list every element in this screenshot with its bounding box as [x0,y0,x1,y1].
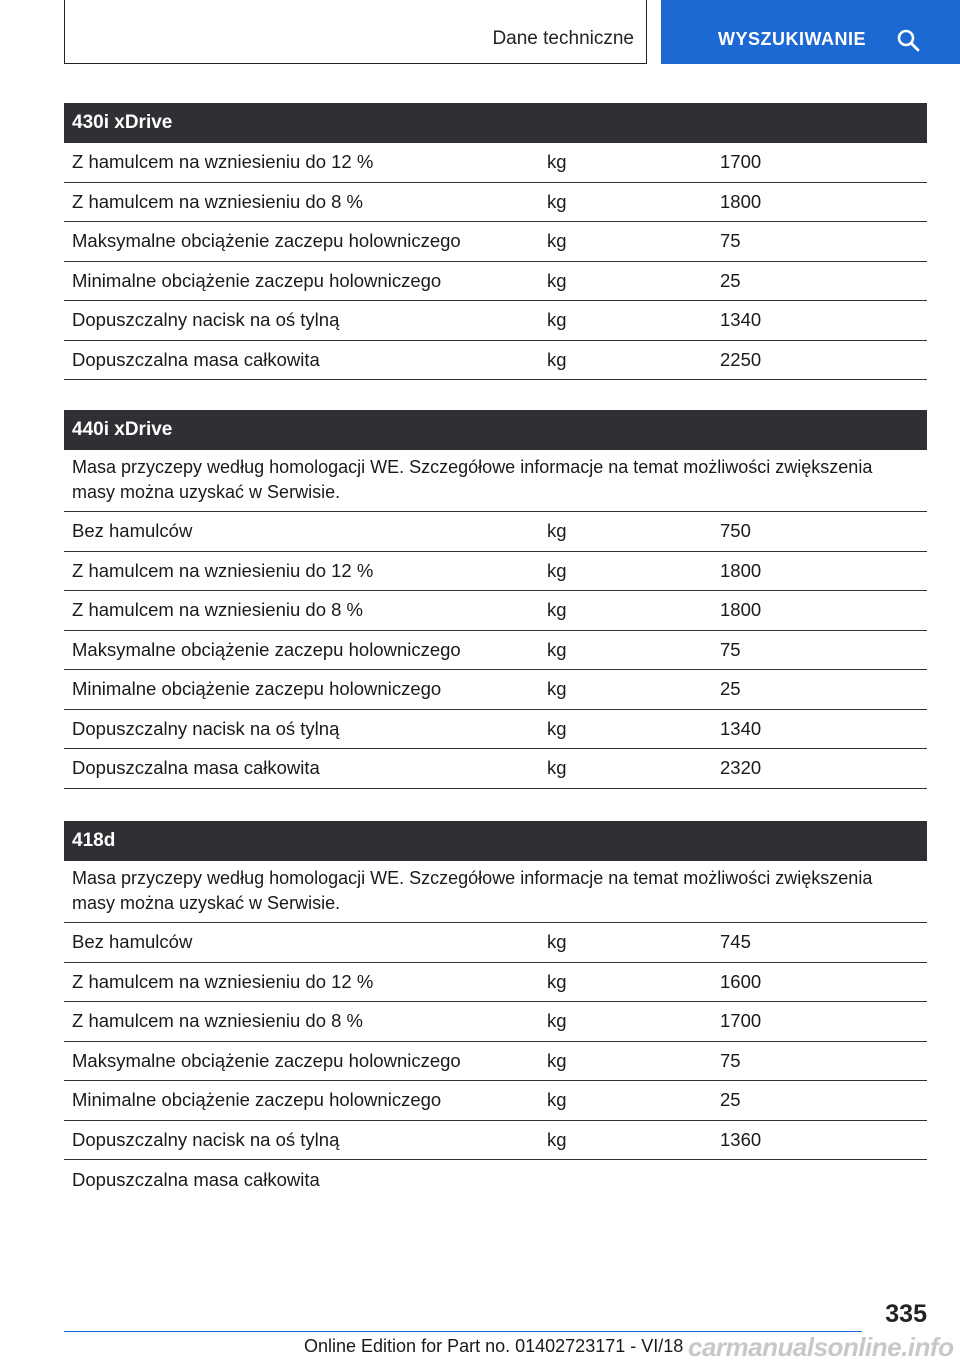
table-row [64,1121,927,1161]
row-label: Minimalne obciążenie zaczepu holowniczego [72,1089,442,1111]
row-value: 1340 [720,717,762,739]
row-value: 1340 [720,309,762,331]
row-value: 750 [720,520,751,542]
table-row [64,749,927,789]
row-value: 1700 [720,151,762,173]
row-value: 1600 [720,970,762,992]
row-value: 75 [720,1049,741,1071]
table-title: 430i xDrive [64,103,927,143]
section-title: Dane techniczne [492,28,634,49]
table-row [64,591,927,631]
row-value: 1360 [720,1128,762,1150]
watermark: carmanualsonline.info [688,1332,954,1362]
row-value: 1700 [720,1010,762,1032]
row-label: Z hamulcem na wzniesieniu do 12 % [72,559,374,581]
table-row [64,670,927,710]
row-value: 25 [720,1089,741,1111]
row-label: Maksymalne obciążenie zaczepu holowniczego [72,638,461,660]
search-button-label: WYSZUKIWANIE [718,29,866,49]
row-label: Bez hamulców [72,931,193,953]
row-unit: kg [547,1128,567,1150]
row-unit: kg [547,559,567,581]
table-row [64,143,927,183]
row-label: Minimalne obciążenie zaczepu holowniczego [72,269,442,291]
row-value: 25 [720,269,741,291]
table-row [64,552,927,592]
table-row [64,963,927,1003]
table-title: 418d [64,821,927,861]
row-unit: kg [547,1010,567,1032]
row-label: Z hamulcem na wzniesieniu do 8 % [72,190,364,212]
row-unit: kg [547,599,567,621]
row-unit: kg [547,520,567,542]
table-note: Masa przyczepy według homologacji WE. Szczegółowe informacje na temat możliwości zwiększenia masy można uzyskać w Serwisie. [64,450,927,512]
row-label: Dopuszczalna masa całkowita [72,348,320,370]
header-title-box [64,0,647,64]
row-label: Dopuszczalna masa całkowita [72,1168,320,1190]
row-unit: kg [547,757,567,779]
table-row [64,1042,927,1082]
table-row [64,710,927,750]
table-row [64,183,927,223]
row-value: 75 [720,230,741,252]
row-value: 745 [720,931,751,953]
table-row [64,923,927,963]
row-unit: kg [547,269,567,291]
row-unit: kg [547,1049,567,1071]
row-value: 1800 [720,190,762,212]
row-unit: kg [547,230,567,252]
search-icon [896,28,920,52]
row-unit: kg [547,151,567,173]
row-unit: kg [547,678,567,700]
table-row [64,512,927,552]
row-label: Dopuszczalny nacisk na oś tylną [72,717,340,739]
row-label: Z hamulcem na wzniesieniu do 12 % [72,151,374,173]
spec-table-430i [64,103,927,380]
spec-table-418d [64,821,927,1200]
row-label: Z hamulcem na wzniesieniu do 8 % [72,1010,364,1032]
row-value: 1800 [720,599,762,621]
table-note: Masa przyczepy według homologacji WE. Szczegółowe informacje na temat możliwości zwiększenia masy można uzyskać w Serwisie. [64,861,927,923]
table-row [64,341,927,381]
row-value: 2320 [720,757,762,779]
page-number: 335 [885,1300,927,1328]
table-row [64,262,927,302]
search-button[interactable] [661,0,960,64]
table-row [64,301,927,341]
table-row [64,631,927,671]
row-unit: kg [547,1089,567,1111]
spec-table-440i [64,410,927,789]
row-unit: kg [547,309,567,331]
row-unit: kg [547,348,567,370]
table-row [64,222,927,262]
row-value: 25 [720,678,741,700]
row-value: 75 [720,638,741,660]
row-unit: kg [547,190,567,212]
row-label: Dopuszczalny nacisk na oś tylną [72,1128,340,1150]
edition-text: Online Edition for Part no. 01402723171 - VI/18 [304,1336,684,1356]
row-label: Bez hamulców [72,520,193,542]
row-label: Maksymalne obciążenie zaczepu holowniczego [72,1049,461,1071]
row-label: Z hamulcem na wzniesieniu do 12 % [72,970,374,992]
table-row [64,1081,927,1121]
row-unit: kg [547,970,567,992]
row-label: Dopuszczalna masa całkowita [72,757,320,779]
row-unit: kg [547,931,567,953]
row-unit: kg [547,638,567,660]
row-unit: kg [547,717,567,739]
table-row [64,1160,927,1200]
row-label: Maksymalne obciążenie zaczepu holowniczego [72,230,461,252]
row-label: Z hamulcem na wzniesieniu do 8 % [72,599,364,621]
table-title: 440i xDrive [64,410,927,450]
row-label: Minimalne obciążenie zaczepu holowniczego [72,678,442,700]
row-label: Dopuszczalny nacisk na oś tylną [72,309,340,331]
table-row [64,1002,927,1042]
row-value: 1800 [720,559,762,581]
row-value: 2250 [720,348,762,370]
